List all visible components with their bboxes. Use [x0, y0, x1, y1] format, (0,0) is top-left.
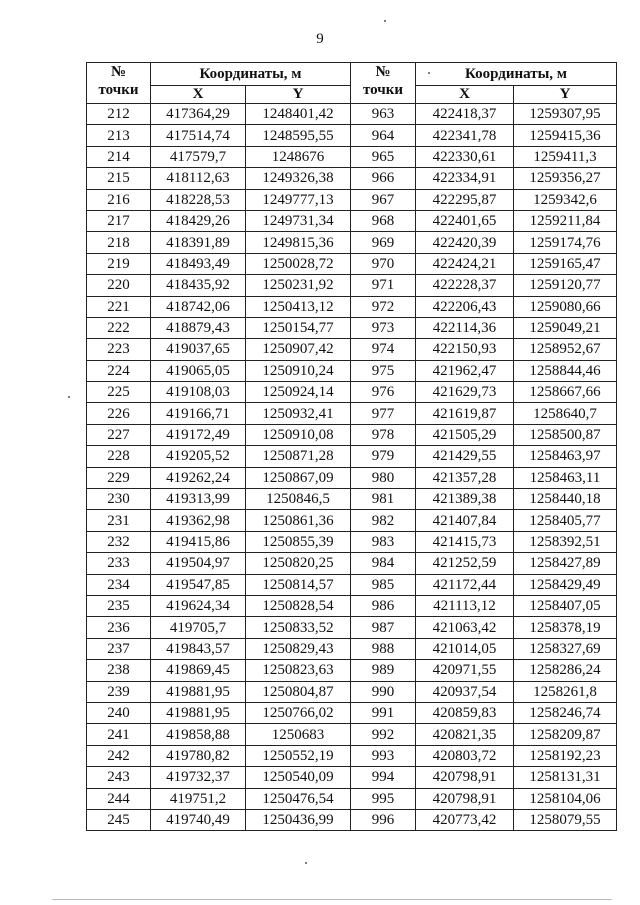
point-number-cell: 234	[87, 574, 151, 595]
table-row	[87, 702, 617, 723]
point-number-cell: 231	[87, 510, 151, 531]
x-coordinate-cell: 418493,49	[151, 253, 246, 274]
table-row	[87, 339, 617, 360]
y-coordinate-cell: 1250828,54	[246, 595, 351, 616]
x-coordinate-cell: 421252,59	[416, 553, 514, 574]
point-number-cell: 219	[87, 253, 151, 274]
point-number-word: точки	[362, 82, 404, 98]
y-coordinate-cell: 1259049,21	[514, 317, 617, 338]
x-coordinate-cell: 419362,98	[151, 510, 246, 531]
y-coordinate-cell: 1259415,36	[514, 125, 617, 146]
x-coordinate-cell: 422330,61	[416, 146, 514, 167]
x-coordinate-cell: 419732,37	[151, 767, 246, 788]
y-coordinate-cell: 1250907,42	[246, 339, 351, 360]
point-number-cell: 996	[351, 809, 416, 830]
y-coordinate-cell: 1250823,63	[246, 660, 351, 681]
point-number-cell: 221	[87, 296, 151, 317]
table-row	[87, 210, 617, 231]
x-coordinate-cell: 419262,24	[151, 467, 246, 488]
point-number-cell: 972	[351, 296, 416, 317]
y-coordinate-cell: 1248595,55	[246, 125, 351, 146]
y-coordinate-cell: 1259356,27	[514, 168, 617, 189]
table-row	[87, 424, 617, 445]
x-coordinate-cell: 421172,44	[416, 574, 514, 595]
table-row	[87, 382, 617, 403]
y-coordinate-cell: 1258079,55	[514, 809, 617, 830]
y-coordinate-cell: 1250910,08	[246, 424, 351, 445]
coordinates-header-right: Координаты, м	[416, 63, 617, 86]
x-coordinate-cell: 420971,55	[416, 660, 514, 681]
y-coordinate-cell: 1250833,52	[246, 617, 351, 638]
x-coordinate-cell: 422114,36	[416, 317, 514, 338]
y-coordinate-cell: 1250871,28	[246, 446, 351, 467]
y-coordinate-cell: 1258844,46	[514, 360, 617, 381]
y-coordinate-cell: 1250829,43	[246, 638, 351, 659]
x-coordinate-cell: 421619,87	[416, 403, 514, 424]
x-coordinate-cell: 422341,78	[416, 125, 514, 146]
point-number-cell: 987	[351, 617, 416, 638]
point-number-cell: 243	[87, 767, 151, 788]
y-coordinate-cell: 1259342,6	[514, 189, 617, 210]
x-coordinate-cell: 420798,91	[416, 788, 514, 809]
y-coordinate-cell: 1259211,84	[514, 210, 617, 231]
point-number-cell: 240	[87, 702, 151, 723]
x-coordinate-cell: 422401,65	[416, 210, 514, 231]
y-coordinate-cell: 1250804,87	[246, 681, 351, 702]
point-number-cell: 984	[351, 553, 416, 574]
point-number-cell: 226	[87, 403, 151, 424]
point-number-cell: 218	[87, 232, 151, 253]
point-number-symbol: №	[110, 64, 127, 80]
point-number-cell: 995	[351, 788, 416, 809]
x-coordinate-cell: 422150,93	[416, 339, 514, 360]
point-number-cell: 976	[351, 382, 416, 403]
point-number-cell: 229	[87, 467, 151, 488]
table-row	[87, 104, 617, 125]
x-coordinate-cell: 421407,84	[416, 510, 514, 531]
x-coordinate-cell: 421962,47	[416, 360, 514, 381]
x-coordinate-cell: 417364,29	[151, 104, 246, 125]
y-coordinate-cell: 1258427,89	[514, 553, 617, 574]
x-coordinate-cell: 419415,86	[151, 531, 246, 552]
table-row	[87, 275, 617, 296]
y-coordinate-cell: 1249731,34	[246, 210, 351, 231]
x-coordinate-cell: 421429,55	[416, 446, 514, 467]
point-number-cell: 966	[351, 168, 416, 189]
y-coordinate-cell: 1258104,06	[514, 788, 617, 809]
y-coordinate-cell: 1250476,54	[246, 788, 351, 809]
y-coordinate-cell: 1258640,7	[514, 403, 617, 424]
coordinates-header-left: Координаты, м	[151, 63, 351, 86]
x-coordinate-cell: 422206,43	[416, 296, 514, 317]
table-row	[87, 232, 617, 253]
table-row	[87, 168, 617, 189]
point-number-cell: 238	[87, 660, 151, 681]
x-coordinate-cell: 421357,28	[416, 467, 514, 488]
point-number-cell: 232	[87, 531, 151, 552]
y-coordinate-cell: 1258392,51	[514, 531, 617, 552]
y-coordinate-cell: 1250540,09	[246, 767, 351, 788]
x-coordinate-cell: 418228,53	[151, 189, 246, 210]
table-row	[87, 489, 617, 510]
x-coordinate-cell: 419172,49	[151, 424, 246, 445]
table-row	[87, 745, 617, 766]
table-row	[87, 531, 617, 552]
x-coordinate-cell: 421505,29	[416, 424, 514, 445]
x-coordinate-cell: 421063,42	[416, 617, 514, 638]
point-number-cell: 968	[351, 210, 416, 231]
x-coordinate-cell: 419858,88	[151, 724, 246, 745]
point-number-cell: 230	[87, 489, 151, 510]
x-coordinate-cell: 418429,26	[151, 210, 246, 231]
x-coordinate-cell: 419547,85	[151, 574, 246, 595]
point-number-cell: 981	[351, 489, 416, 510]
y-coordinate-cell: 1250910,24	[246, 360, 351, 381]
x-coordinate-cell: 420937,54	[416, 681, 514, 702]
y-coordinate-cell: 1248676	[246, 146, 351, 167]
table-row	[87, 553, 617, 574]
point-number-cell: 975	[351, 360, 416, 381]
x-coordinate-cell: 417514,74	[151, 125, 246, 146]
y-coordinate-cell: 1258378,19	[514, 617, 617, 638]
table-row	[87, 638, 617, 659]
y-header-left: Y	[246, 86, 351, 104]
point-number-cell: 986	[351, 595, 416, 616]
point-number-cell: 222	[87, 317, 151, 338]
x-coordinate-cell: 418112,63	[151, 168, 246, 189]
point-number-cell: 239	[87, 681, 151, 702]
x-header-right: X	[416, 86, 514, 104]
table-row	[87, 574, 617, 595]
x-coordinate-cell: 419780,82	[151, 745, 246, 766]
point-number-cell: 237	[87, 638, 151, 659]
y-coordinate-cell: 1258429,49	[514, 574, 617, 595]
table-row	[87, 403, 617, 424]
point-number-cell: 985	[351, 574, 416, 595]
x-coordinate-cell: 419740,49	[151, 809, 246, 830]
x-coordinate-cell: 418435,92	[151, 275, 246, 296]
table-row	[87, 253, 617, 274]
table-row	[87, 467, 617, 488]
x-coordinate-cell: 421415,73	[416, 531, 514, 552]
y-coordinate-cell: 1250231,92	[246, 275, 351, 296]
y-coordinate-cell: 1258405,77	[514, 510, 617, 531]
x-coordinate-cell: 419205,52	[151, 446, 246, 467]
x-coordinate-cell: 419108,03	[151, 382, 246, 403]
y-coordinate-cell: 1250861,36	[246, 510, 351, 531]
point-number-header-right	[351, 63, 416, 104]
table-row	[87, 146, 617, 167]
point-number-cell: 242	[87, 745, 151, 766]
y-coordinate-cell: 1258463,11	[514, 467, 617, 488]
point-number-cell: 979	[351, 446, 416, 467]
page-number: 9	[316, 31, 324, 47]
x-coordinate-cell: 419705,7	[151, 617, 246, 638]
table-row	[87, 296, 617, 317]
y-coordinate-cell: 1258327,69	[514, 638, 617, 659]
point-number-cell: 970	[351, 253, 416, 274]
y-coordinate-cell: 1258209,87	[514, 724, 617, 745]
y-header-right: Y	[514, 86, 617, 104]
point-number-cell: 994	[351, 767, 416, 788]
point-number-cell: 235	[87, 595, 151, 616]
x-coordinate-cell: 422424,21	[416, 253, 514, 274]
table-row	[87, 125, 617, 146]
x-coordinate-cell: 419037,65	[151, 339, 246, 360]
table-row	[87, 660, 617, 681]
point-number-cell: 982	[351, 510, 416, 531]
x-coordinate-cell: 422334,91	[416, 168, 514, 189]
point-number-cell: 990	[351, 681, 416, 702]
x-coordinate-cell: 422418,37	[416, 104, 514, 125]
x-coordinate-cell: 419881,95	[151, 681, 246, 702]
y-coordinate-cell: 1259165,47	[514, 253, 617, 274]
y-coordinate-cell: 1259307,95	[514, 104, 617, 125]
y-coordinate-cell: 1250932,41	[246, 403, 351, 424]
point-number-cell: 983	[351, 531, 416, 552]
x-coordinate-cell: 419504,97	[151, 553, 246, 574]
point-number-cell: 965	[351, 146, 416, 167]
point-number-cell: 969	[351, 232, 416, 253]
point-number-cell: 241	[87, 724, 151, 745]
x-coordinate-cell: 417579,7	[151, 146, 246, 167]
table-row	[87, 595, 617, 616]
scan-speck	[384, 20, 386, 22]
table-row	[87, 767, 617, 788]
y-coordinate-cell: 1258440,18	[514, 489, 617, 510]
y-coordinate-cell: 1259120,77	[514, 275, 617, 296]
y-coordinate-cell: 1250814,57	[246, 574, 351, 595]
point-number-header-left	[87, 63, 151, 104]
point-number-cell: 220	[87, 275, 151, 296]
y-coordinate-cell: 1250154,77	[246, 317, 351, 338]
point-number-cell: 993	[351, 745, 416, 766]
point-number-cell: 992	[351, 724, 416, 745]
point-number-cell: 989	[351, 660, 416, 681]
y-coordinate-cell: 1259174,76	[514, 232, 617, 253]
point-number-cell: 991	[351, 702, 416, 723]
point-number-cell: 974	[351, 339, 416, 360]
y-coordinate-cell: 1250766,02	[246, 702, 351, 723]
point-number-cell: 213	[87, 125, 151, 146]
scan-speck	[428, 72, 430, 74]
table-row	[87, 510, 617, 531]
y-coordinate-cell: 1250683	[246, 724, 351, 745]
y-coordinate-cell: 1250028,72	[246, 253, 351, 274]
point-number-cell: 215	[87, 168, 151, 189]
x-coordinate-cell: 418879,43	[151, 317, 246, 338]
x-coordinate-cell: 422228,37	[416, 275, 514, 296]
table-row	[87, 681, 617, 702]
y-coordinate-cell: 1249815,36	[246, 232, 351, 253]
x-coordinate-cell: 421629,73	[416, 382, 514, 403]
x-coordinate-cell: 419166,71	[151, 403, 246, 424]
table-row	[87, 189, 617, 210]
point-number-cell: 980	[351, 467, 416, 488]
y-coordinate-cell: 1250867,09	[246, 467, 351, 488]
y-coordinate-cell: 1258261,8	[514, 681, 617, 702]
table-row	[87, 360, 617, 381]
x-coordinate-cell: 420773,42	[416, 809, 514, 830]
table-body	[87, 104, 617, 831]
y-coordinate-cell: 1258952,67	[514, 339, 617, 360]
point-number-cell: 977	[351, 403, 416, 424]
point-number-cell: 963	[351, 104, 416, 125]
y-coordinate-cell: 1250855,39	[246, 531, 351, 552]
y-coordinate-cell: 1250413,12	[246, 296, 351, 317]
y-coordinate-cell: 1250552,19	[246, 745, 351, 766]
y-coordinate-cell: 1250820,25	[246, 553, 351, 574]
x-coordinate-cell: 418391,89	[151, 232, 246, 253]
point-number-cell: 244	[87, 788, 151, 809]
point-number-cell: 971	[351, 275, 416, 296]
y-coordinate-cell: 1258667,66	[514, 382, 617, 403]
y-coordinate-cell: 1258131,31	[514, 767, 617, 788]
point-number-cell: 212	[87, 104, 151, 125]
point-number-cell: 224	[87, 360, 151, 381]
x-coordinate-cell: 418742,06	[151, 296, 246, 317]
y-coordinate-cell: 1258286,24	[514, 660, 617, 681]
y-coordinate-cell: 1258246,74	[514, 702, 617, 723]
y-coordinate-cell: 1259080,66	[514, 296, 617, 317]
y-coordinate-cell: 1258192,23	[514, 745, 617, 766]
point-number-symbol: №	[375, 64, 391, 80]
table-row	[87, 724, 617, 745]
x-coordinate-cell: 420798,91	[416, 767, 514, 788]
table-row	[87, 788, 617, 809]
x-coordinate-cell: 419313,99	[151, 489, 246, 510]
x-coordinate-cell: 419751,2	[151, 788, 246, 809]
y-coordinate-cell: 1250846,5	[246, 489, 351, 510]
point-number-cell: 228	[87, 446, 151, 467]
y-coordinate-cell: 1250436,99	[246, 809, 351, 830]
point-number-cell: 216	[87, 189, 151, 210]
point-number-cell: 223	[87, 339, 151, 360]
y-coordinate-cell: 1259411,3	[514, 146, 617, 167]
x-coordinate-cell: 419624,34	[151, 595, 246, 616]
x-coordinate-cell: 421113,12	[416, 595, 514, 616]
table-row	[87, 446, 617, 467]
table-row	[87, 809, 617, 830]
x-coordinate-cell: 420803,72	[416, 745, 514, 766]
point-number-cell: 988	[351, 638, 416, 659]
coordinates-table	[86, 62, 617, 831]
table-row	[87, 617, 617, 638]
point-number-cell: 217	[87, 210, 151, 231]
point-number-cell: 967	[351, 189, 416, 210]
x-header-left: X	[151, 86, 246, 104]
point-number-cell: 978	[351, 424, 416, 445]
x-coordinate-cell: 421014,05	[416, 638, 514, 659]
point-number-cell: 225	[87, 382, 151, 403]
x-coordinate-cell: 422295,87	[416, 189, 514, 210]
y-coordinate-cell: 1258500,87	[514, 424, 617, 445]
y-coordinate-cell: 1248401,42	[246, 104, 351, 125]
y-coordinate-cell: 1258407,05	[514, 595, 617, 616]
x-coordinate-cell: 419065,05	[151, 360, 246, 381]
scan-speck	[305, 862, 307, 864]
point-number-cell: 964	[351, 125, 416, 146]
point-number-cell: 973	[351, 317, 416, 338]
point-number-cell: 214	[87, 146, 151, 167]
point-number-cell: 236	[87, 617, 151, 638]
x-coordinate-cell: 420859,83	[416, 702, 514, 723]
y-coordinate-cell: 1249777,13	[246, 189, 351, 210]
point-number-cell: 245	[87, 809, 151, 830]
page-bottom-edge	[52, 899, 612, 900]
x-coordinate-cell: 419843,57	[151, 638, 246, 659]
table-row	[87, 317, 617, 338]
y-coordinate-cell: 1249326,38	[246, 168, 351, 189]
scan-speck	[68, 396, 70, 398]
x-coordinate-cell: 419869,45	[151, 660, 246, 681]
header-row-top	[87, 63, 617, 86]
point-number-cell: 233	[87, 553, 151, 574]
point-number-word: точки	[98, 82, 139, 98]
x-coordinate-cell: 422420,39	[416, 232, 514, 253]
y-coordinate-cell: 1250924,14	[246, 382, 351, 403]
y-coordinate-cell: 1258463,97	[514, 446, 617, 467]
point-number-cell: 227	[87, 424, 151, 445]
x-coordinate-cell: 420821,35	[416, 724, 514, 745]
x-coordinate-cell: 419881,95	[151, 702, 246, 723]
x-coordinate-cell: 421389,38	[416, 489, 514, 510]
